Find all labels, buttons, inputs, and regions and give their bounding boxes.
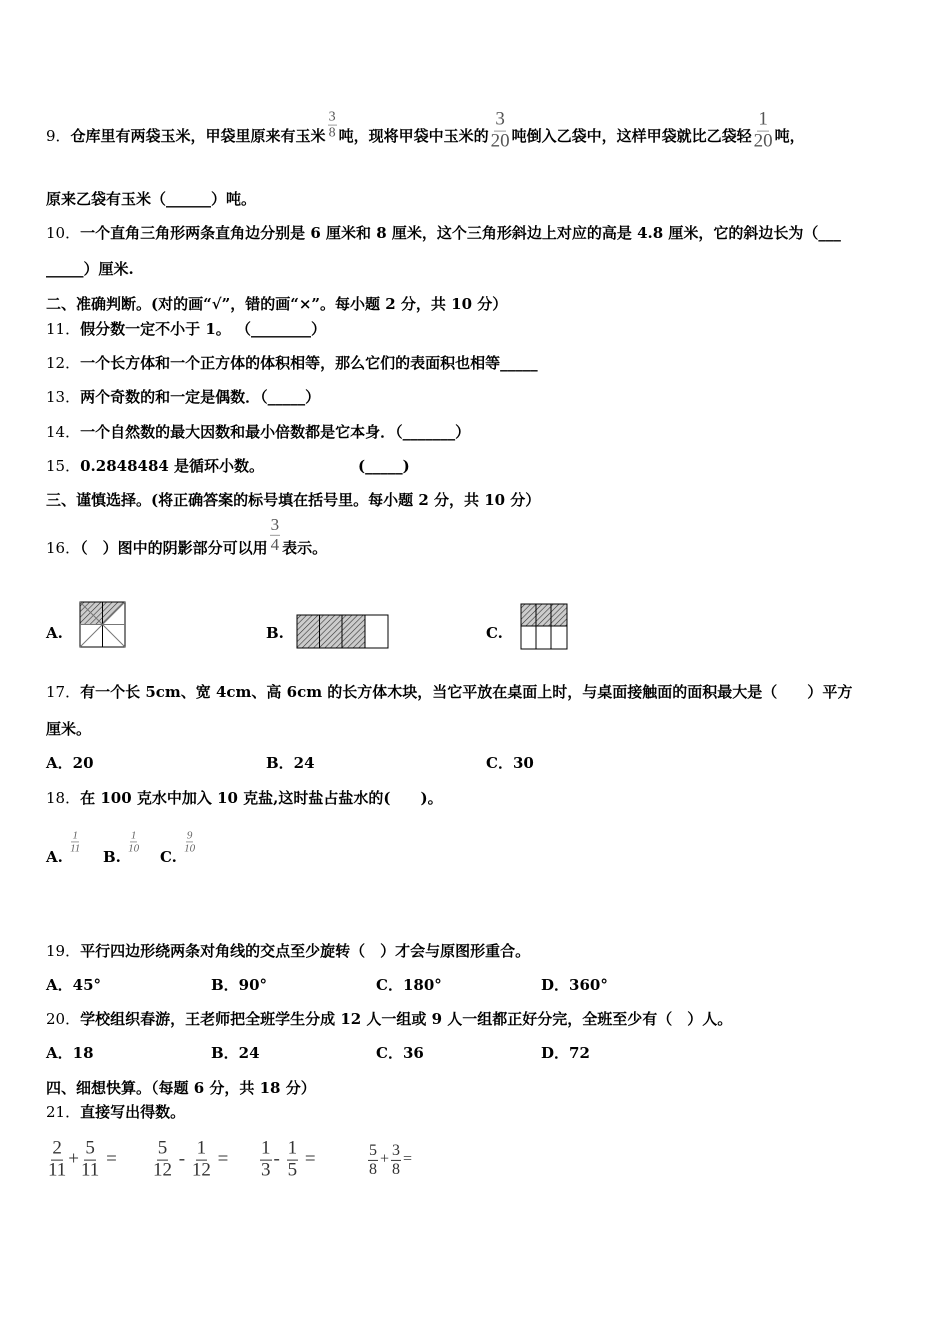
section-4-heading: 四、细想快算。（每题 6 分，共 18 分） bbox=[46, 1079, 316, 1097]
question-text: 直接写出得数。 bbox=[80, 1103, 186, 1121]
numerator: 1 bbox=[72, 829, 78, 842]
question-text: 吨，现将甲袋中玉米的 bbox=[338, 127, 489, 145]
question-number: 12． bbox=[46, 354, 81, 372]
figure-option-a bbox=[79, 601, 126, 648]
option-19-c: C．180° bbox=[376, 976, 442, 994]
option-20-a: A．18 bbox=[46, 1044, 94, 1062]
option-18-c bbox=[160, 829, 197, 870]
question-number: 19． bbox=[46, 942, 81, 960]
fraction bbox=[328, 109, 337, 141]
question-number: 18． bbox=[46, 789, 81, 807]
question-number: 10． bbox=[46, 224, 81, 242]
numerator: 5 bbox=[369, 1141, 377, 1159]
option-16-b: B. bbox=[266, 624, 284, 642]
question-number: 9． bbox=[46, 127, 71, 145]
fraction bbox=[368, 1142, 378, 1178]
numerator: 3 bbox=[328, 109, 336, 125]
operator: - bbox=[273, 1148, 280, 1170]
option-18-b bbox=[103, 829, 141, 870]
option-19-b: B．90° bbox=[211, 976, 268, 994]
numerator: 2 bbox=[52, 1137, 62, 1159]
question-text: 吨倒入乙袋中，这样甲袋就比乙袋轻 bbox=[511, 127, 752, 145]
question-10-continued: _____）厘米. bbox=[46, 260, 134, 278]
operator: + bbox=[380, 1150, 390, 1168]
question-9-continued: 原来乙袋有玉米（______）吨。 bbox=[46, 190, 257, 208]
question-13 bbox=[46, 387, 320, 407]
question-number: 14． bbox=[46, 423, 81, 441]
option-20-c: C．36 bbox=[376, 1044, 424, 1062]
question-text: 吨， bbox=[774, 127, 805, 145]
fraction bbox=[391, 1142, 401, 1178]
fraction bbox=[754, 110, 773, 153]
denominator: 5 bbox=[287, 1159, 298, 1181]
option-label: C. bbox=[160, 848, 177, 866]
denominator: 8 bbox=[328, 125, 336, 141]
denominator: 4 bbox=[270, 534, 280, 554]
option-19-a: A．45° bbox=[46, 976, 102, 994]
question-text: 0.2848484 是循环小数。 bbox=[80, 457, 265, 475]
expression-4 bbox=[366, 1142, 412, 1178]
question-20 bbox=[46, 1009, 732, 1029]
denominator: 10 bbox=[184, 842, 196, 855]
denominator: 20 bbox=[753, 130, 773, 152]
figure-option-c bbox=[520, 603, 569, 650]
fraction bbox=[153, 1139, 172, 1182]
option-20-d: D．72 bbox=[541, 1044, 590, 1062]
question-17 bbox=[46, 682, 852, 702]
fraction bbox=[128, 829, 139, 854]
question-15-blank: (_____) bbox=[358, 457, 410, 475]
option-16-c: C. bbox=[486, 624, 503, 642]
numerator: 3 bbox=[495, 108, 505, 130]
fraction bbox=[270, 516, 281, 554]
option-17-c: C．30 bbox=[486, 754, 534, 772]
denominator: 11 bbox=[48, 1159, 67, 1181]
fraction bbox=[48, 1139, 66, 1182]
equals-sign: = bbox=[304, 1148, 316, 1170]
question-number: 20． bbox=[46, 1010, 81, 1028]
fraction bbox=[81, 1139, 99, 1182]
question-17-continued: 厘米。 bbox=[46, 720, 92, 738]
question-number: 11． bbox=[46, 320, 81, 338]
numerator: 1 bbox=[758, 108, 768, 130]
option-label: B. bbox=[103, 848, 121, 866]
question-text: 假分数一定不小于 1。 （________） bbox=[80, 320, 326, 338]
option-17-b: B．24 bbox=[266, 754, 315, 772]
fraction bbox=[287, 1139, 299, 1182]
option-17-a: A．20 bbox=[46, 754, 94, 772]
question-number: 16． bbox=[46, 539, 81, 557]
question-text: （ ）图中的阴影部分可以用 bbox=[80, 539, 268, 557]
fraction bbox=[491, 110, 510, 153]
equals-sign: = bbox=[106, 1148, 117, 1170]
equals-sign: = bbox=[403, 1150, 413, 1168]
numerator: 3 bbox=[392, 1141, 401, 1159]
question-text: 学校组织春游，王老师把全班学生分成 12 人一组或 9 人一组都正好分完，全班至少有（ ）人。 bbox=[80, 1010, 733, 1028]
fraction bbox=[260, 1139, 272, 1182]
question-text: 有一个长 5cm、宽 4cm、高 6cm 的长方体木块，当它平放在桌面上时，与桌面接触面的面积最大是（ ）平方 bbox=[80, 683, 853, 701]
question-number: 15． bbox=[46, 457, 81, 475]
question-text: 一个自然数的最大因数和最小倍数都是它本身．（_______） bbox=[80, 423, 471, 441]
figure-option-b bbox=[296, 614, 390, 649]
expression-2 bbox=[151, 1139, 228, 1182]
option-16-a: A. bbox=[46, 624, 63, 642]
question-number: 21． bbox=[46, 1103, 81, 1121]
numerator: 5 bbox=[157, 1137, 168, 1159]
numerator: 1 bbox=[287, 1137, 298, 1159]
numerator: 1 bbox=[261, 1137, 271, 1159]
question-19 bbox=[46, 941, 530, 961]
numerator: 5 bbox=[85, 1137, 95, 1159]
expression-3 bbox=[258, 1139, 316, 1182]
question-21 bbox=[46, 1102, 185, 1122]
denominator: 10 bbox=[128, 842, 140, 855]
section-3-heading: 三、谨慎选择。(将正确答案的标号填在括号里。每小题 2 分，共 10 分） bbox=[46, 491, 541, 509]
numerator: 9 bbox=[186, 829, 193, 842]
question-text: 平行四边形绕两条对角线的交点至少旋转（ ）才会与原图形重合。 bbox=[80, 942, 531, 960]
numerator: 1 bbox=[196, 1137, 207, 1159]
option-label: A. bbox=[46, 848, 63, 866]
question-14 bbox=[46, 422, 470, 442]
equals-sign: = bbox=[217, 1148, 229, 1170]
denominator: 12 bbox=[153, 1159, 172, 1181]
question-text: 表示。 bbox=[282, 539, 328, 557]
question-text: 一个直角三角形两条直角边分别是 6 厘米和 8 厘米，这个三角形斜边上对应的高是 4.8 厘米，它的斜边长为（___ bbox=[80, 224, 841, 242]
question-9 bbox=[46, 108, 805, 159]
question-18 bbox=[46, 788, 443, 808]
denominator: 20 bbox=[490, 130, 510, 152]
question-15 bbox=[46, 456, 264, 476]
section-2-heading: 二、准确判断。(对的画“√”，错的画“×”。每小题 2 分，共 10 分） bbox=[46, 295, 508, 313]
expression-1 bbox=[46, 1139, 117, 1182]
option-19-d: D．360° bbox=[541, 976, 608, 994]
question-16 bbox=[46, 514, 328, 568]
question-12 bbox=[46, 353, 538, 373]
question-11 bbox=[46, 319, 326, 339]
question-number: 13． bbox=[46, 388, 81, 406]
denominator: 11 bbox=[81, 1159, 100, 1181]
fraction bbox=[70, 829, 80, 854]
question-text: 在 100 克水中加入 10 克盐,这时盐占盐水的( )。 bbox=[80, 789, 443, 807]
question-text: 两个奇数的和一定是偶数．（_____） bbox=[80, 388, 321, 406]
denominator: 8 bbox=[369, 1160, 377, 1178]
question-text: 一个长方体和一个正方体的体积相等，那么它们的表面积也相等_____ bbox=[80, 354, 538, 372]
fraction bbox=[184, 829, 195, 854]
denominator: 3 bbox=[261, 1159, 271, 1181]
question-number: 17． bbox=[46, 683, 81, 701]
denominator: 8 bbox=[392, 1160, 401, 1178]
option-18-a bbox=[46, 829, 82, 870]
denominator: 12 bbox=[191, 1159, 211, 1181]
operator: - bbox=[178, 1148, 186, 1170]
question-text: 仓库里有两袋玉米，甲袋里原来有玉米 bbox=[70, 127, 326, 145]
denominator: 11 bbox=[70, 842, 81, 855]
fraction bbox=[192, 1139, 211, 1182]
option-20-b: B．24 bbox=[211, 1044, 260, 1062]
operator: + bbox=[68, 1148, 80, 1170]
numerator: 3 bbox=[270, 514, 280, 534]
numerator: 1 bbox=[130, 829, 137, 842]
question-10 bbox=[46, 223, 841, 243]
